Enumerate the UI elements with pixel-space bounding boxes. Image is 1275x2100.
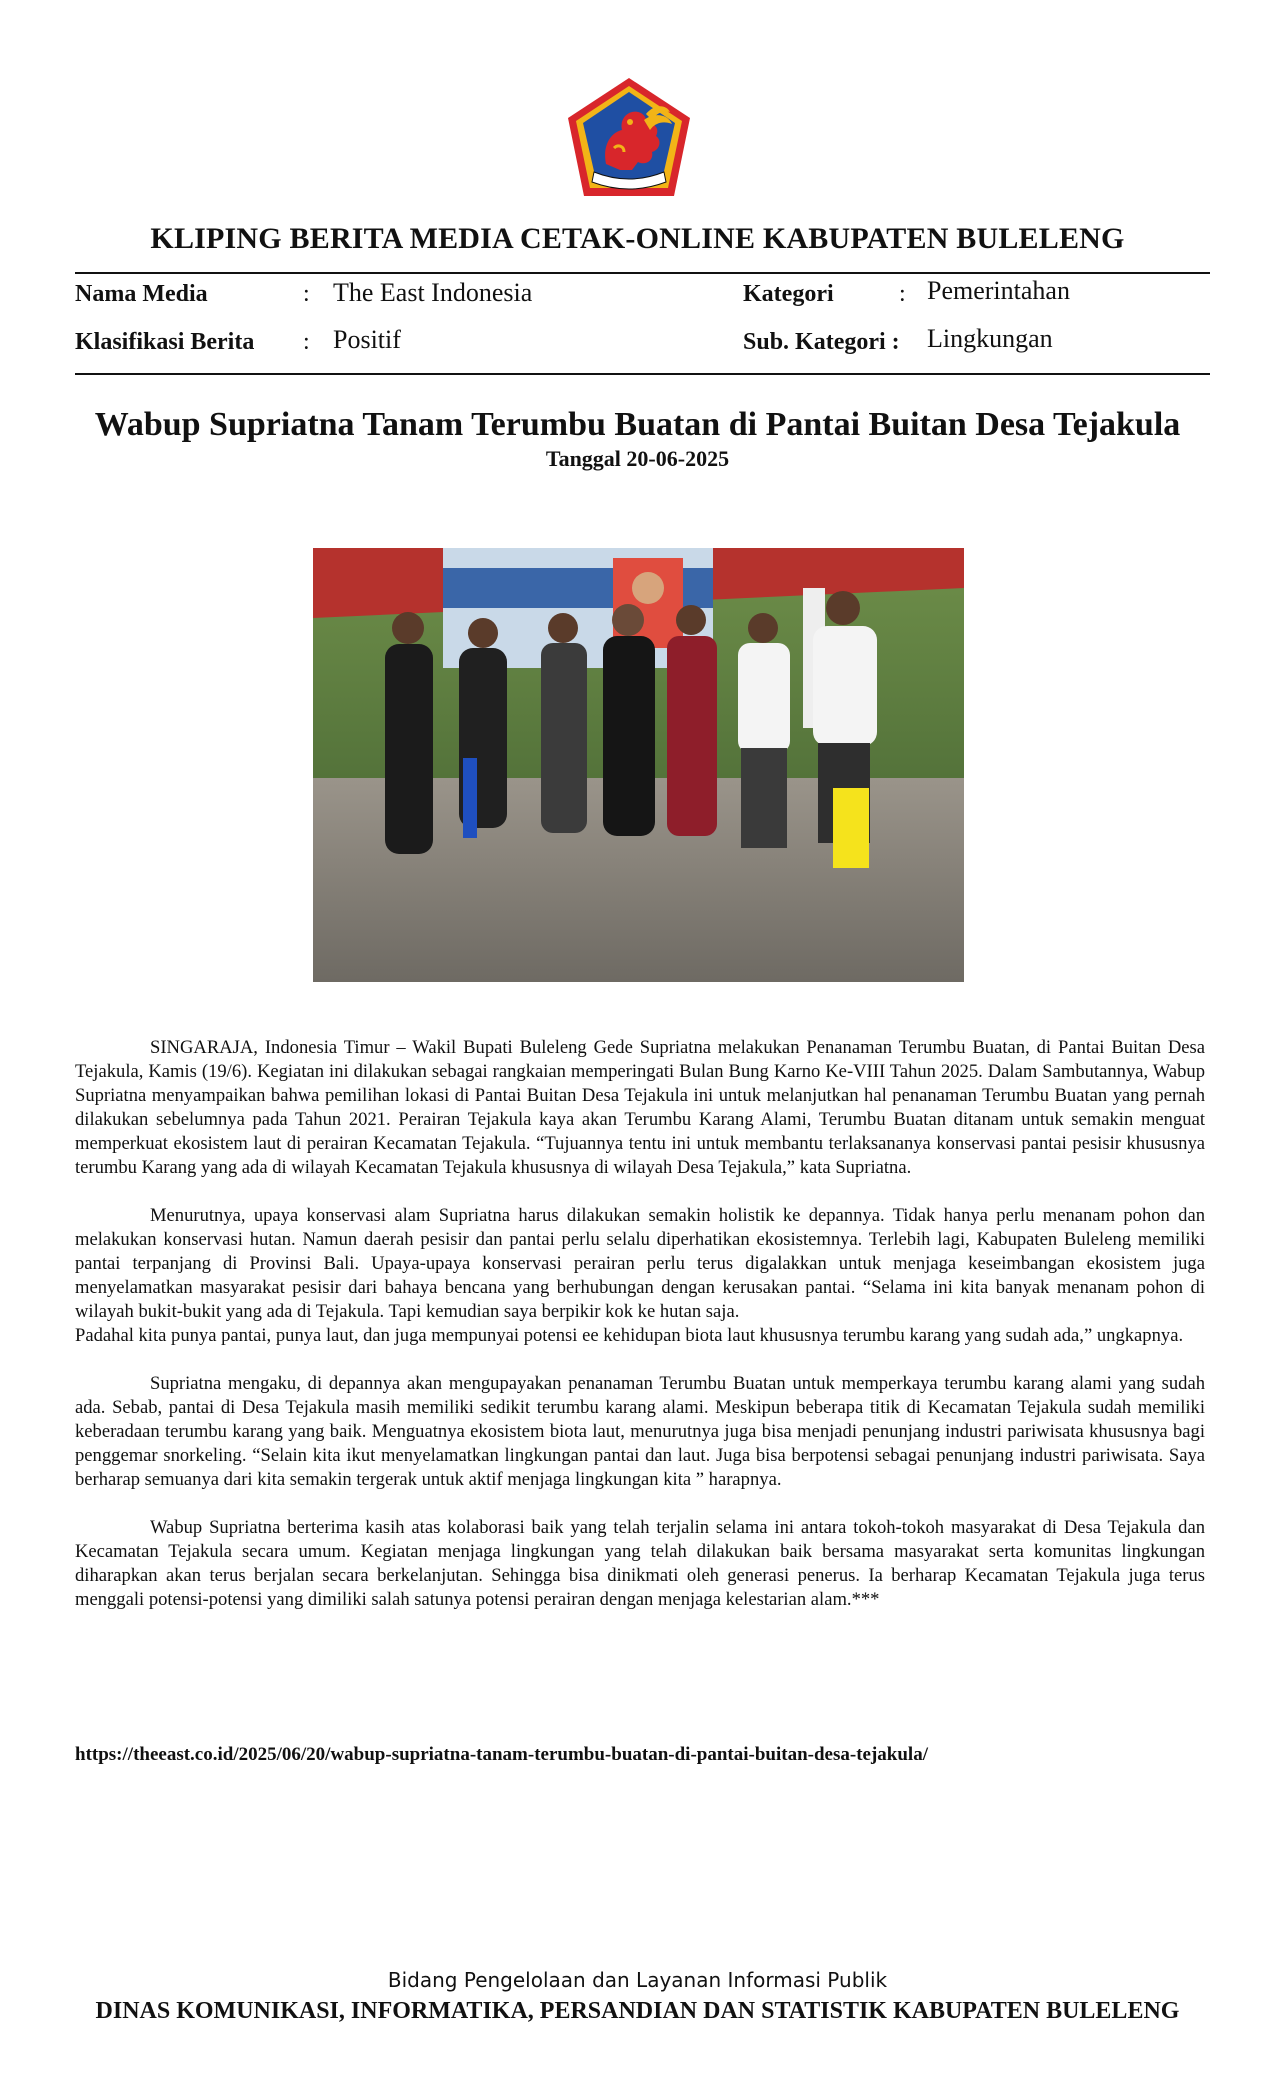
singa-ambara-raja-crest-icon [562, 74, 696, 204]
media-name-colon: : [303, 281, 310, 307]
subcategory-value: Lingkungan [927, 324, 1053, 353]
category-value: Pemerintahan [927, 276, 1070, 305]
source-url: https://theeast.co.id/2025/06/20/wabup-supriatna-tanam-terumbu-buatan-di-pantai-buitan-desa-tejakula/ [75, 1744, 928, 1765]
article-body [75, 1036, 1205, 1636]
article-paragraph: Wabup Supriatna berterima kasih atas kolaborasi baik yang telah terjalin selama ini antara tokoh-tokoh masyarakat di Desa Tejakula dan Kecamatan Tejakula secara umum. Kegiatan menjaga lingkungan yang telah dilakukan baik bersama masyarakat serta komunitas lingkungan diharapkan akan terus berjalan secara berkelanjutan. Sehingga bisa dinikmati oleh generasi penerus. Ia berharap Kecamatan Tejakula juga terus menggali potensi-potensi yang dimiliki salah satunya potensi perairan dengan menjaga kelestarian alam.*** [75, 1517, 1205, 1610]
media-name-label: Nama Media [75, 281, 208, 307]
classification-colon: : [303, 329, 310, 355]
document-header-title: KLIPING BERITA MEDIA CETAK-ONLINE KABUPATEN BULELENG [150, 222, 1125, 255]
regency-logo [562, 74, 696, 204]
subcategory-label: Sub. Kategori : [743, 329, 900, 355]
media-name-value: The East Indonesia [333, 278, 533, 307]
footer-division: Bidang Pengelolaan dan Layanan Informasi Publik [387, 1968, 888, 1992]
article-date: Tanggal 20-06-2025 [545, 446, 730, 471]
article-paragraph: Padahal kita punya pantai, punya laut, dan juga mempunyai potensi ee kehidupan biota laut khususnya terumbu karang yang sudah ada,” ungkapnya. [75, 1325, 1184, 1346]
article-paragraph: Menurutnya, upaya konservasi alam Supriatna harus dilakukan semakin holistik ke depannya. Tidak hanya perlu menanam pohon dan melakukan konservasi hutan. Namun daerah pesisir dan pantai perlu selalu diperhatikan ekosistemnya. Terlebih lagi, Kabupaten Buleleng memiliki pantai terpanjang di Provinsi Bali. Upaya-upaya konservasi perairan perlu terus digalakkan untuk menjaga keseimbangan ekosistem juga menyelamatkan masyarakat pesisir dari bahaya bencana yang berhubungan dengan kerusakan pantai. “Selama ini kita banyak menanam pohon di wilayah bukit-bukit yang ada di Tejakula. Tapi kemudian saya berpikir kok ke hutan saja. [75, 1205, 1205, 1322]
article-title: Wabup Supriatna Tanam Terumbu Buatan di Pantai Buitan Desa Tejakula [94, 406, 1181, 443]
classification-label: Klasifikasi Berita [75, 329, 255, 355]
category-label: Kategori [743, 281, 834, 307]
article-paragraph: SINGARAJA, Indonesia Timur – Wakil Bupati Buleleng Gede Supriatna melakukan Penanaman Terumbu Buatan, di Pantai Buitan Desa Tejakula, Kamis (19/6). Kegiatan ini dilakukan sebagai rangkaian memperingati Bulan Bung Karno Ke-VIII Tahun 2025. Dalam Sambutannya, Wabup Supriatna menyampaikan bahwa pemilihan lokasi di Pantai Buitan Desa Tejakula ini untuk melanjutkan hal penanaman Terumbu Buatan yang pernah dilakukan sebelumnya pada Tahun 2021. Perairan Tejakula kaya akan Terumbu Karang Alami, Terumbu Buatan ditanam untuk semakin menguat memperkuat ekosistem laut di perairan Kecamatan Tejakula. “Tujuannya tentu ini untuk membantu terlaksananya konservasi pantai pesisir khususnya terumbu Karang yang ada di wilayah Kecamatan Tejakula khususnya di wilayah Desa Tejakula,” kata Supriatna. [75, 1037, 1205, 1178]
header-divider-bottom [75, 373, 1210, 375]
footer-agency: DINAS KOMUNIKASI, INFORMATIKA, PERSANDIAN DAN STATISTIK KABUPATEN BULELENG [95, 1998, 1180, 2024]
header-divider-top [75, 272, 1210, 274]
article-paragraph: Supriatna mengaku, di depannya akan mengupayakan penanaman Terumbu Buatan untuk memperkaya terumbu karang alami yang sudah ada. Sebab, pantai di Desa Tejakula masih memiliki sedikit terumbu karang alami. Meskipun beberapa titik di Kecamatan Tejakula sudah memiliki keberadaan terumbu karang yang baik. Menguatnya ekosistem biota laut, menurutnya juga bisa menjadi penunjang industri pariwisata khususnya bagi penggemar snorkeling. “Selain kita ikut menyelamatkan lingkungan pantai dan laut. Juga bisa berpotensi sebagai penunjang industri pariwisata. Saya berharap semuanya dari kita semakin tergerak untuk aktif menjaga lingkungan kita ” harapnya. [75, 1373, 1205, 1490]
group-photo-image [313, 548, 964, 982]
article-photo [313, 548, 964, 982]
classification-value: Positif [333, 325, 401, 354]
category-colon: : [899, 281, 906, 307]
